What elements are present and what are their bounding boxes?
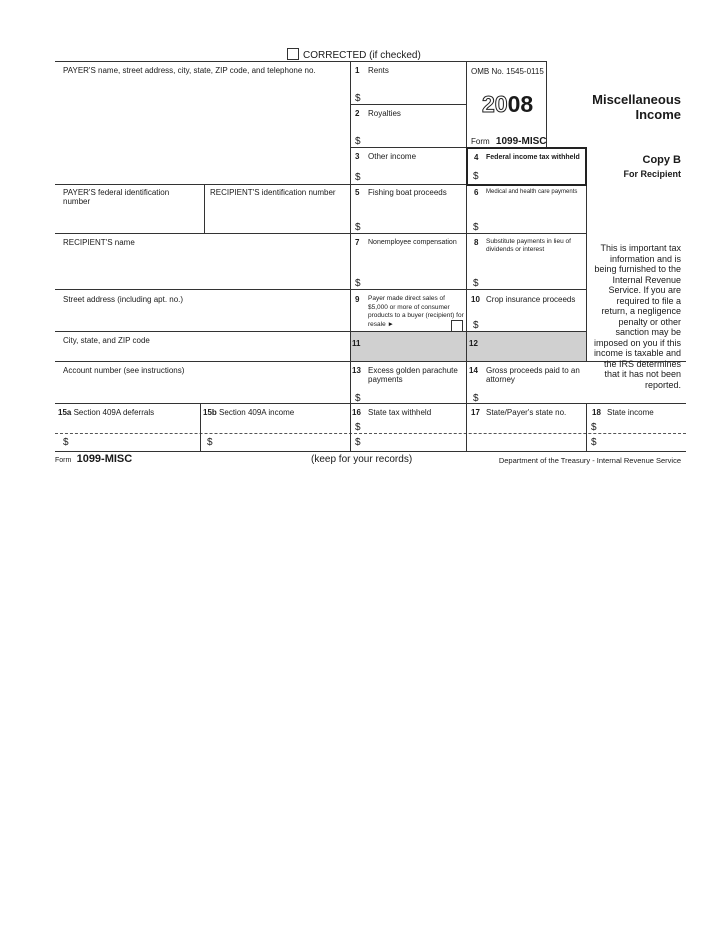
box-2-dollar[interactable]: $: [355, 136, 361, 147]
rule-b5-bottom: [350, 233, 586, 234]
footer-form-prefix: Form: [55, 457, 72, 464]
rule-account-bottom: [55, 403, 686, 404]
box-4-number: 4: [474, 153, 479, 162]
box-18-dollar-1[interactable]: $: [591, 422, 597, 433]
footer-form-name: 1099-MISC: [76, 453, 133, 465]
box-17-label: State/Payer's state no.: [486, 408, 567, 417]
box-1-dollar[interactable]: $: [355, 93, 361, 104]
tax-year-prefix: 20: [482, 91, 508, 117]
box-6-number: 6: [474, 188, 479, 197]
box-10-label: Crop insurance proceeds: [486, 295, 576, 304]
box-6-dollar[interactable]: $: [473, 222, 479, 233]
box-7-dollar[interactable]: $: [355, 278, 361, 289]
box-5-dollar[interactable]: $: [355, 222, 361, 233]
rule-name-bottom: [55, 289, 350, 290]
box-12-shade: [467, 332, 586, 361]
rule-col-box6-right: [586, 184, 587, 361]
box-10-number: 10: [471, 295, 480, 304]
box-15b-dollar[interactable]: $: [207, 437, 213, 448]
form-title-line1: Miscellaneous: [592, 92, 681, 107]
box-5-number: 5: [355, 188, 360, 197]
box-15a-number: 15a: [58, 408, 72, 417]
box-10-dollar[interactable]: $: [473, 320, 479, 331]
box-15b: [203, 408, 294, 417]
form-bottom-border: [55, 451, 686, 452]
box-15b-number: 15b: [203, 408, 217, 417]
box-18-dollar-2[interactable]: $: [591, 437, 597, 448]
footer-form-id: [55, 455, 132, 465]
footer-keep-note: (keep for your records): [311, 454, 413, 465]
box-9-label: Payer made direct sales of $5,000 or more of consumer products to a buyer (recipient) for resale ►: [368, 295, 464, 328]
recipient-id-field[interactable]: [206, 208, 348, 232]
box-18-number: 18: [592, 408, 601, 417]
box-3-dollar[interactable]: $: [355, 172, 361, 183]
box-17-number: 17: [471, 408, 480, 417]
rule-15-divider: [200, 403, 201, 451]
street-field[interactable]: [56, 306, 348, 330]
recipient-name-field[interactable]: [56, 250, 348, 288]
box-2-number: 2: [355, 109, 360, 118]
box-8-number: 8: [474, 238, 479, 247]
street-label: Street address (including apt. no.): [63, 295, 184, 304]
rule-b1-bottom: [350, 104, 466, 105]
box-1-label: Rents: [368, 66, 389, 75]
payer-name-field[interactable]: [56, 78, 348, 182]
form-top-border: [55, 61, 546, 62]
box-15a-label: Section 409A deferrals: [73, 408, 155, 417]
box-3-number: 3: [355, 152, 360, 161]
corrected-label: CORRECTED (if checked): [303, 50, 421, 61]
form-prefix-top: Form: [471, 137, 490, 146]
box-11-shade: [351, 332, 466, 361]
tax-year: [482, 91, 533, 117]
box-3-label: Other income: [368, 152, 417, 161]
box-6-label: Medical and health care payments: [486, 189, 578, 195]
box-8-label: Substitute payments in lieu of dividends or interest: [486, 238, 571, 253]
box-14-dollar[interactable]: $: [473, 393, 479, 404]
box-7-label: Nonemployee compensation: [368, 239, 457, 246]
omb-number: OMB No. 1545-0115: [471, 67, 544, 76]
rule-payer-bottom: [55, 184, 350, 185]
box-1-number: 1: [355, 66, 360, 75]
box-16-dollar-2[interactable]: $: [355, 437, 361, 448]
box-9-number: 9: [355, 295, 360, 304]
box-14-number: 14: [469, 366, 478, 375]
box-15a-dollar[interactable]: $: [63, 437, 69, 448]
box-14-label: Gross proceeds paid to an attorney: [486, 366, 580, 384]
box-7-number: 7: [355, 238, 360, 247]
rule-street-bottom: [55, 331, 350, 332]
form-name-top: 1099-MISC: [495, 136, 547, 147]
box-15a: [58, 408, 154, 417]
recipient-name-label: RECIPIENT'S name: [63, 238, 135, 247]
box-13-dollar[interactable]: $: [355, 393, 361, 404]
box-18-label: State income: [607, 408, 654, 417]
tax-year-suffix: 08: [507, 91, 534, 117]
box-4-dollar[interactable]: $: [473, 171, 479, 182]
box-15b-label: Section 409A income: [219, 408, 295, 417]
city-field[interactable]: [56, 346, 348, 360]
rule-omb-right: [546, 61, 547, 147]
recipient-id-label: RECIPIENT'S identification number: [210, 188, 336, 197]
rule-col-mid: [350, 61, 351, 451]
box-11-number: 11: [352, 339, 361, 348]
box-16-label: State tax withheld: [368, 408, 432, 417]
payer-name-label: PAYER'S name, street address, city, state, ZIP code, and telephone no.: [63, 66, 316, 75]
payer-fid-field[interactable]: [56, 208, 202, 232]
box-17-field[interactable]: [468, 420, 584, 450]
account-label: Account number (see instructions): [63, 366, 185, 375]
rule-b2-bottom: [350, 147, 466, 148]
box-2-label: Royalties: [368, 109, 401, 118]
rule-col-right: [466, 61, 467, 451]
box-12-number: 12: [469, 339, 478, 348]
payer-fid-label: PAYER'S federal identification number: [63, 188, 170, 206]
rule-fid-bottom: [55, 233, 350, 234]
box-13-number: 13: [352, 366, 361, 375]
box-16-dollar-1[interactable]: $: [355, 422, 361, 433]
rule-fid-divider: [204, 184, 205, 233]
box-5-label: Fishing boat proceeds: [368, 188, 447, 197]
form-title-line2: Income: [635, 107, 681, 122]
box-13-label: Excess golden parachute payments: [368, 366, 458, 384]
rule-b7-bottom: [350, 289, 586, 290]
city-label: City, state, and ZIP code: [63, 336, 150, 345]
account-field[interactable]: [56, 378, 348, 402]
copy-title: Copy B: [642, 154, 681, 166]
corrected-checkbox[interactable]: [287, 48, 299, 60]
footer-department: Department of the Treasury - Internal Revenue Service: [498, 456, 681, 465]
important-notice: This is important tax information and is being furnished to the Internal Revenue Service. If you are required to file a return, a negligence penalty or other sanction may be imposed on you if this income is taxable and the IRS determines that it has not been reported.: [593, 243, 681, 390]
box-9-checkbox[interactable]: [451, 320, 463, 332]
rule-col-box18: [586, 403, 587, 451]
rule-state-dash: [55, 433, 686, 434]
box-16-number: 16: [352, 408, 361, 417]
copy-subtitle: For Recipient: [623, 169, 681, 179]
box-4-label: Federal income tax withheld: [486, 154, 580, 161]
form-id-top: [471, 137, 546, 146]
box-8-dollar[interactable]: $: [473, 278, 479, 289]
